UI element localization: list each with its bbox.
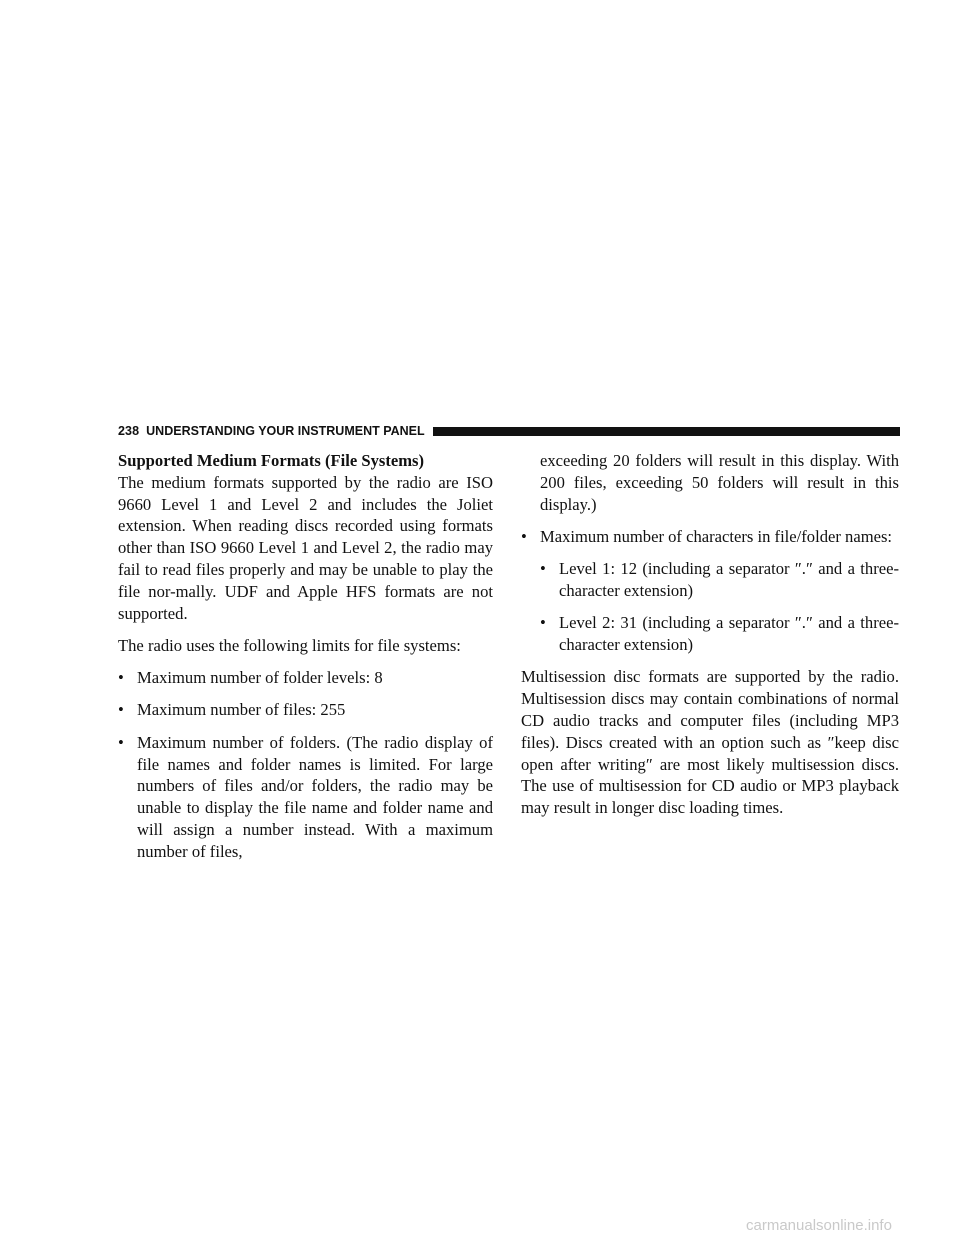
bullet-max-files: • Maximum number of files: 255 [118,699,493,721]
page-header [118,421,900,441]
bullet-folder-levels: • Maximum number of folder levels: 8 [118,667,493,689]
limits-intro: The radio uses the following limits for file systems: [118,635,461,655]
left-column [118,450,493,873]
sub-bullet-level-1: • Level 1: 12 (including a separator ″.″ and a three-character extension) [521,558,899,602]
formats-paragraph: The medium formats supported by the radio are ISO 9660 Level 1 and Level 2 and includes the Joliet extension. When reading discs recorded using formats other than ISO 9660 Level 1 and Level 2, the radio may fail to read files properly and may be unable to play the file nor-mally. UDF and Apple HFS formats are not supported. [118,472,493,623]
multisession-paragraph: Multisession disc formats are supported by the radio. Multisession discs may contain combinations of normal CD audio tracks and computer files (including MP3 files). Discs created with an option such as ″keep disc open after writing″ are most likely multisession discs. The use of multisession for CD audio or MP3 playback may result in longer disc loading times. [521,667,899,818]
header-rule [433,427,900,436]
section-heading: Supported Medium Formats (File Systems) [118,451,425,470]
section-title: UNDERSTANDING YOUR INSTRUMENT PANEL [146,424,425,438]
sub-bullet-level-2: • Level 2: 31 (including a separator ″.″ and a three-character extension) [521,612,899,656]
bullet-max-characters: • Maximum number of characters in file/folder names: [521,526,899,548]
watermark: carmanualsonline.info [746,1217,892,1234]
right-column [521,450,899,829]
bullet-continuation: exceeding 20 folders will result in this display. With 200 files, exceeding 50 folders will result in this display.) [540,451,899,514]
bullet-max-folders: • Maximum number of folders. (The radio display of file names and folder names is limited. For large numbers of files and/or folders, the radio may be unable to display the file name and folder name and will assign a number instead. With a maximum number of files, [118,732,493,863]
page-number: 238 [118,424,140,438]
